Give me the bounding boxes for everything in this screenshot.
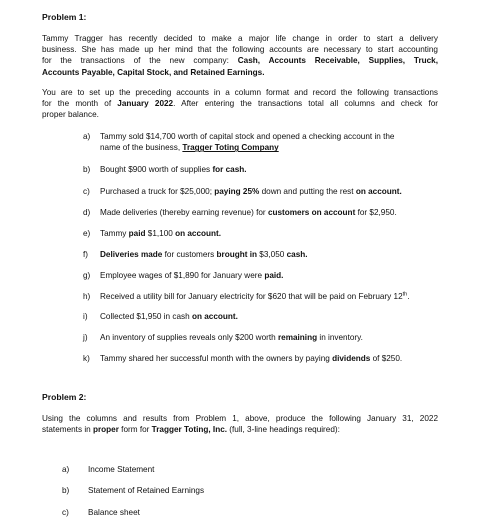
p2-intro-line-2: [42, 424, 438, 435]
item-text-part: Purchased a truck for $25,000;: [100, 187, 215, 196]
item-text: [100, 270, 445, 281]
item-emphasis: brought in: [216, 250, 257, 259]
p2-intro-line-1: Using the columns and results from Problem 1, above, produce the following January 31, 2022: [42, 414, 438, 423]
item-text-part: Bought $900 worth of supplies: [100, 165, 213, 174]
company-name: Tragger Toting Company: [182, 143, 279, 153]
item-text-part: Made deliveries (thereby earning revenue) for: [100, 208, 268, 217]
item-text-part: $1,100: [145, 229, 176, 238]
intro-line-3-text: for the transactions of the new company:: [42, 56, 238, 66]
statement-name: Statement of Retained Earnings: [88, 486, 205, 495]
item-label: f): [83, 250, 89, 259]
item-label: i): [83, 312, 88, 321]
transaction-a: [83, 131, 443, 155]
item-emphasis: on account.: [191, 312, 238, 321]
intro-line-1: Tammy Tragger has recently decided to make a major life change in order to start a delivery: [42, 34, 438, 43]
item-emphasis: paid: [128, 229, 146, 238]
item-text-part: Employee wages of $1,890 for January were: [100, 271, 265, 280]
statement-name: Income Statement: [88, 465, 155, 474]
item-label: d): [83, 208, 91, 217]
statement-name: Balance sheet: [88, 508, 140, 517]
item-emphasis: on account.: [175, 229, 222, 238]
month-emphasis: January 2022: [117, 99, 174, 109]
item-label: c): [83, 187, 90, 196]
item-text: [100, 249, 445, 260]
item-label: g): [83, 271, 91, 280]
item-text: [100, 186, 445, 197]
item-label: k): [83, 354, 90, 363]
item-emphasis: on account.: [355, 187, 402, 196]
item-text-part: An inventory of supplies reveals only $200 worth: [100, 333, 278, 342]
item-text: [100, 131, 445, 153]
item-text-part: in inventory.: [317, 333, 363, 342]
item-label: j): [83, 333, 88, 342]
item-text-line-1: Tammy sold $14,700 worth of capital stock and opened a checking account in the: [100, 132, 395, 141]
statement-label: c): [62, 508, 69, 517]
item-emphasis: paid.: [264, 271, 284, 280]
item-emphasis: paying 25%: [214, 187, 260, 196]
instructions-line-2-a: for the month of: [42, 99, 118, 109]
item-text: [100, 164, 445, 175]
problem-2-heading: Problem 2:: [42, 392, 87, 402]
item-text: [100, 353, 445, 364]
item-label: h): [83, 292, 91, 301]
p2-emphasis: proper: [92, 425, 119, 435]
item-text-part: for customers: [162, 250, 217, 259]
statement-label: a): [62, 465, 70, 474]
item-text: [100, 207, 445, 218]
item-text-part: Tammy shared her successful month with the owners by paying: [100, 354, 333, 363]
item-text-part: .: [407, 292, 410, 301]
item-emphasis: cash.: [286, 250, 308, 259]
item-text-part: Tammy: [100, 229, 129, 238]
problem-1-heading: Problem 1:: [42, 12, 87, 22]
instructions-line-3: proper balance.: [42, 110, 99, 120]
intro-line-2: business. She has made up her mind that the following accounts are necessary to start accounting: [42, 45, 438, 55]
item-text-part: of $250.: [370, 354, 403, 363]
item-text-part: for $2,950.: [355, 208, 397, 217]
item-text-part: Collected $1,950 in cash: [100, 312, 192, 321]
instructions-line-2-c: . After entering the transactions total all columns and check for: [173, 99, 438, 109]
item-text-part: down and putting the rest: [259, 187, 356, 196]
p2-text-part: (full, 3-line headings required):: [227, 425, 340, 435]
item-text-part: $3,050: [257, 250, 287, 259]
p2-text-part: form for: [118, 425, 152, 435]
instructions-line-1: You are to set up the preceding accounts in a column format and record the following transactions: [42, 88, 438, 97]
problem-1-intro: [42, 33, 438, 78]
item-text-line-2: name of the business,: [100, 143, 183, 153]
item-emphasis: Deliveries made: [100, 250, 163, 259]
accounts-list-part-1: Cash, Accounts Receivable, Supplies, Truck,: [237, 56, 439, 66]
item-label: a): [83, 132, 91, 141]
item-text-part: Received a utility bill for January electricity for $620 that will be paid on February 12: [100, 292, 403, 301]
item-text: [100, 228, 445, 239]
item-emphasis: customers on account: [267, 208, 356, 217]
ordinal-suffix: th: [402, 291, 408, 298]
item-label: e): [83, 229, 91, 238]
instructions-line-2: [42, 98, 438, 109]
item-emphasis: for cash.: [212, 165, 247, 174]
problem-1-instructions: [42, 87, 438, 121]
p2-text-part: statements in: [42, 425, 93, 435]
item-emphasis: dividends: [332, 354, 371, 363]
item-text: [100, 332, 445, 343]
item-label: b): [83, 165, 91, 174]
item-text: [100, 311, 445, 322]
accounts-list-part-2: Accounts Payable, Capital Stock, and Retained Earnings.: [42, 67, 265, 77]
item-text: [100, 291, 445, 302]
company-name-bold: Tragger Toting, Inc.: [151, 425, 228, 435]
intro-line-3: [42, 55, 438, 66]
item-emphasis: remaining: [277, 333, 318, 342]
statement-label: b): [62, 486, 70, 495]
problem-2-intro: [42, 413, 438, 435]
